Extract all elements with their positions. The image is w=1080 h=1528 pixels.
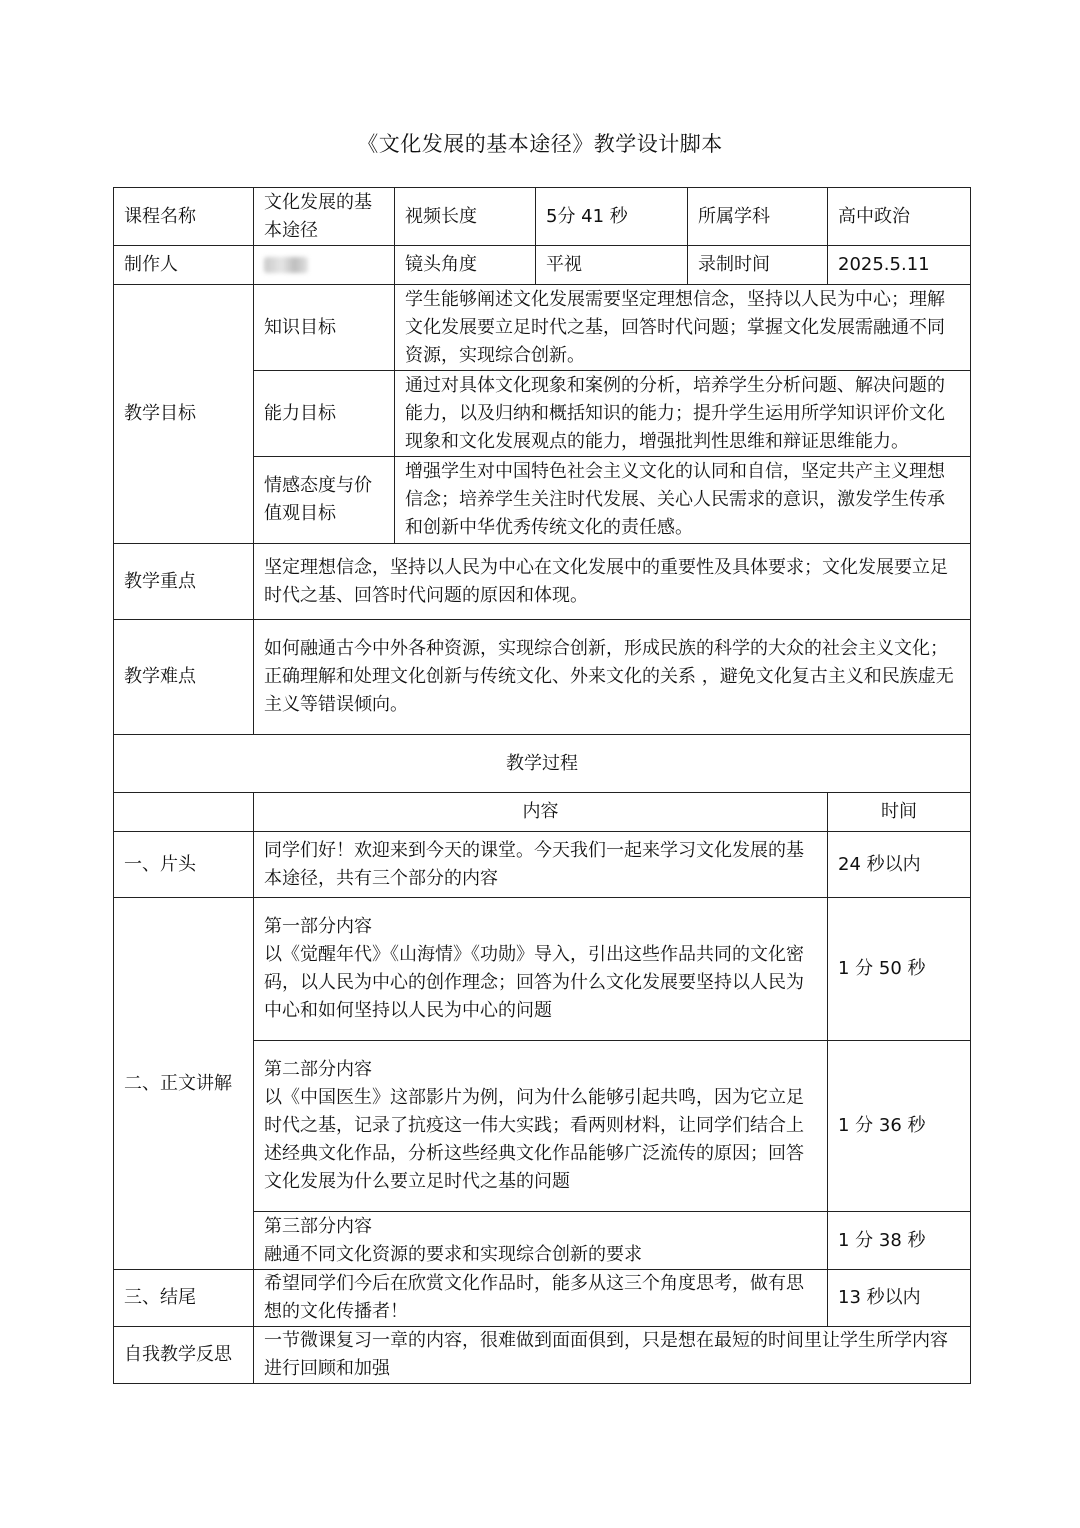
camera-angle-label: 镜头角度 (395, 246, 536, 285)
part3-cell (254, 1212, 828, 1270)
part2-time: 1 分 36 秒 (828, 1041, 971, 1212)
ending-time: 13 秒以内 (828, 1270, 971, 1327)
lesson-plan-table (113, 187, 971, 1384)
camera-angle-value: 平视 (536, 246, 688, 285)
ability-goal-text: 通过对具体文化现象和案例的分析，培养学生分析问题、解决问题的能力，以及归纳和概括知识的能力；提升学生运用所学知识评价文化现象和文化发展观点的能力，增强批判性思维和辩证思维能力。 (395, 371, 971, 457)
part3-title: 第三部分内容 (264, 1215, 372, 1237)
record-time-value: 2025.5.11 (828, 246, 971, 285)
redacted-name (264, 257, 308, 273)
part1-cell (254, 898, 828, 1041)
maker-label: 制作人 (114, 246, 254, 285)
part1-text: 以《觉醒年代》《山海情》《功勋》导入，引出这些作品共同的文化密码，以人民为中心的创作理念；回答为什么文化发展要坚持以人民为中心和如何坚持以人民为中心的问题 (264, 944, 804, 1021)
process-header-row (114, 735, 971, 793)
intro-row (114, 832, 971, 898)
info-row-2 (114, 246, 971, 285)
part3-text: 融通不同文化资源的要求和实现综合创新的要求 (264, 1243, 642, 1265)
time-header: 时间 (828, 793, 971, 832)
part2-text: 以《中国医生》这部影片为例，问为什么能够引起共鸣，因为它立足时代之基，记录了抗疫这一伟大实践；看两则材料，让同学们结合上述经典文化作品，分析这些经典文化作品能够广泛流传的原因；回答文化发展为什么要立足时代之基的问题 (264, 1087, 804, 1192)
goal-row-knowledge (114, 285, 971, 371)
subject-label: 所属学科 (688, 188, 828, 246)
maker-value (254, 246, 395, 285)
video-length-label: 视频长度 (395, 188, 536, 246)
video-length-value: 5分 41 秒 (536, 188, 688, 246)
teaching-goals-label: 教学目标 (114, 285, 254, 544)
subject-value: 高中政治 (828, 188, 971, 246)
process-blank-cell (114, 793, 254, 832)
course-name-value: 文化发展的基本途径 (254, 188, 395, 246)
part1-time: 1 分 50 秒 (828, 898, 971, 1041)
record-time-label: 录制时间 (688, 246, 828, 285)
document-title: 《文化发展的基本途径》教学设计脚本 (357, 132, 723, 156)
body-part1-row (114, 898, 971, 1041)
course-name-label: 课程名称 (114, 188, 254, 246)
intro-time: 24 秒以内 (828, 832, 971, 898)
ending-text: 希望同学们今后在欣赏文化作品时，能多从这三个角度思考，做有思想的文化传播者！ (254, 1270, 828, 1327)
reflection-label: 自我教学反思 (114, 1327, 254, 1384)
reflection-row (114, 1327, 971, 1384)
body-label: 二、正文讲解 (114, 898, 254, 1270)
intro-text: 同学们好！欢迎来到今天的课堂。今天我们一起来学习文化发展的基本途径，共有三个部分的内容 (254, 832, 828, 898)
part2-cell (254, 1041, 828, 1212)
difficulties-text: 如何融通古今中外各种资源，实现综合创新，形成民族的科学的大众的社会主义文化；正确理解和处理文化创新与传统文化、外来文化的关系 ，避免文化复古主义和民族虚无主义等错误倾向。 (254, 620, 971, 735)
process-header: 教学过程 (114, 735, 971, 793)
key-points-text: 坚定理想信念，坚持以人民为中心在文化发展中的重要性及具体要求；文化发展要立足时代之基、回答时代问题的原因和体现。 (254, 544, 971, 620)
info-row-1 (114, 188, 971, 246)
key-points-row (114, 544, 971, 620)
reflection-text: 一节微课复习一章的内容，很难做到面面俱到，只是想在最短的时间里让学生所学内容进行回顾和加强 (254, 1327, 971, 1384)
content-header: 内容 (254, 793, 828, 832)
knowledge-goal-label: 知识目标 (254, 285, 395, 371)
part3-time: 1 分 38 秒 (828, 1212, 971, 1270)
ability-goal-label: 能力目标 (254, 371, 395, 457)
knowledge-goal-text: 学生能够阐述文化发展需要坚定理想信念，坚持以人民为中心；理解文化发展要立足时代之基，回答时代问题；掌握文化发展需融通不同资源，实现综合创新。 (395, 285, 971, 371)
process-columns-row (114, 793, 971, 832)
ending-label: 三、结尾 (114, 1270, 254, 1327)
difficulties-row (114, 620, 971, 735)
ending-row (114, 1270, 971, 1327)
part1-title: 第一部分内容 (264, 916, 372, 937)
intro-label: 一、片头 (114, 832, 254, 898)
emotion-goal-label: 情感态度与价值观目标 (254, 457, 395, 544)
emotion-goal-text: 增强学生对中国特色社会主义文化的认同和自信，坚定共产主义理想信念；培养学生关注时代发展、关心人民需求的意识，激发学生传承和创新中华优秀传统文化的责任感。 (395, 457, 971, 544)
key-points-label: 教学重点 (114, 544, 254, 620)
difficulties-label: 教学难点 (114, 620, 254, 735)
part2-title: 第二部分内容 (264, 1059, 372, 1080)
